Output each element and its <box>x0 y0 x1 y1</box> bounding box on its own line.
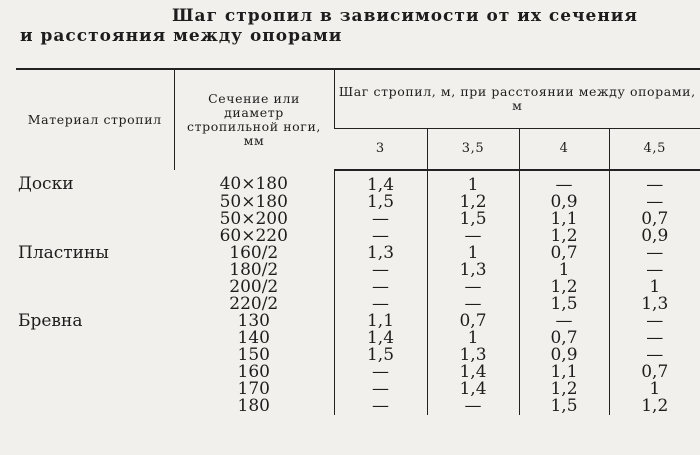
spacing-cell: — <box>334 211 427 228</box>
spacing-cell: 1,2 <box>519 381 609 398</box>
table-row <box>16 398 700 415</box>
material-cell: Пластины <box>18 243 109 263</box>
spacing-cell: 1,2 <box>519 279 609 296</box>
material-cell: Доски <box>18 174 74 194</box>
section-cell: 220/2 <box>229 294 279 314</box>
spacing-cell: 0,7 <box>427 313 519 330</box>
spacing-cell: — <box>334 381 427 398</box>
section-cell: 140 <box>237 328 270 348</box>
section-cell: 130 <box>237 311 270 331</box>
spacing-cell: — <box>427 398 519 415</box>
spacing-cell: 1,3 <box>427 262 519 279</box>
section-cell: 50×180 <box>219 192 288 212</box>
spacing-cell: — <box>519 170 609 194</box>
table-body <box>16 170 700 415</box>
section-cell: 50×200 <box>219 209 288 229</box>
spacing-cell: 1,5 <box>334 194 427 211</box>
spacing-cell: — <box>609 313 700 330</box>
material-cell <box>16 381 174 398</box>
spacing-cell: 1 <box>427 170 519 194</box>
table-row <box>16 170 700 194</box>
spacing-cell: 1,4 <box>427 381 519 398</box>
spacing-cell: 1 <box>519 262 609 279</box>
spacing-cell: 1 <box>427 330 519 347</box>
spacing-cell: 1,2 <box>427 194 519 211</box>
header-distance-3-5: 3,5 <box>427 129 519 170</box>
spacing-cell: 1 <box>609 381 700 398</box>
spacing-cell: — <box>609 245 700 262</box>
table-row <box>16 262 700 279</box>
header-distance-4: 4 <box>519 129 609 170</box>
header-distance-3: 3 <box>334 129 427 170</box>
header-section: Сечение или диаметр стропильной ноги, мм <box>174 69 334 170</box>
spacing-cell: 1,4 <box>427 364 519 381</box>
section-cell: 180 <box>237 396 270 416</box>
spacing-cell: 0,7 <box>519 245 609 262</box>
material-cell <box>16 330 174 347</box>
spacing-cell: 0,7 <box>519 330 609 347</box>
material-cell <box>16 262 174 279</box>
table-row <box>16 279 700 296</box>
table-row <box>16 347 700 364</box>
spacing-cell: — <box>334 364 427 381</box>
spacing-cell: — <box>609 194 700 211</box>
spacing-cell: 1,2 <box>609 398 700 415</box>
title-line-1: Шаг стропил в зависимости от их сечения <box>172 6 638 26</box>
spacing-cell: — <box>609 330 700 347</box>
spacing-cell: 1,4 <box>334 330 427 347</box>
spacing-cell: 1,1 <box>334 313 427 330</box>
spacing-cell: 0,9 <box>519 194 609 211</box>
spacing-cell: 1,3 <box>427 347 519 364</box>
material-cell <box>16 347 174 364</box>
spacing-cell: 0,9 <box>609 228 700 245</box>
section-cell: 200/2 <box>229 277 279 297</box>
spacing-cell: — <box>334 279 427 296</box>
header-distance-4-5: 4,5 <box>609 129 700 170</box>
section-cell: 160 <box>237 362 270 382</box>
spacing-cell: 1,5 <box>334 347 427 364</box>
rafter-spacing-table <box>16 68 700 415</box>
section-cell: 160/2 <box>229 243 279 263</box>
spacing-cell: — <box>609 170 700 194</box>
spacing-cell: 1,4 <box>334 170 427 194</box>
spacing-cell: 1,3 <box>334 245 427 262</box>
header-span: Шаг стропил, м, при расстоянии между опорами, м <box>334 69 700 129</box>
table-row <box>16 296 700 313</box>
spacing-cell: 0,7 <box>609 211 700 228</box>
spacing-cell: 1 <box>427 245 519 262</box>
material-cell <box>16 364 174 381</box>
spacing-cell: 1,2 <box>519 228 609 245</box>
spacing-cell: 1,5 <box>519 398 609 415</box>
table-row <box>16 330 700 347</box>
section-cell: 170 <box>237 379 270 399</box>
section-cell: 180/2 <box>229 260 279 280</box>
spacing-cell: — <box>427 228 519 245</box>
spacing-cell: 1,3 <box>609 296 700 313</box>
header-material: Материал стропил <box>16 69 174 170</box>
spacing-cell: — <box>427 296 519 313</box>
spacing-cell: 1,1 <box>519 211 609 228</box>
spacing-cell: — <box>334 296 427 313</box>
spacing-cell: — <box>609 347 700 364</box>
spacing-cell: 1,5 <box>427 211 519 228</box>
section-cell: 40×180 <box>219 174 288 194</box>
table-row <box>16 211 700 228</box>
spacing-cell: — <box>519 313 609 330</box>
section-cell: 150 <box>237 345 270 365</box>
table-row <box>16 194 700 211</box>
spacing-cell: 0,7 <box>609 364 700 381</box>
material-cell <box>16 194 174 211</box>
spacing-cell: — <box>334 262 427 279</box>
spacing-cell: — <box>334 398 427 415</box>
spacing-cell: 1,5 <box>519 296 609 313</box>
table-row <box>16 381 700 398</box>
spacing-cell: — <box>334 228 427 245</box>
material-cell <box>16 279 174 296</box>
spacing-cell: 1,1 <box>519 364 609 381</box>
spacing-cell: — <box>609 262 700 279</box>
title-line-2: и расстояния между опорами <box>20 26 343 46</box>
material-cell <box>16 398 174 415</box>
spacing-cell: 1 <box>609 279 700 296</box>
section-cell: 60×220 <box>219 226 288 246</box>
table-row <box>16 228 700 245</box>
material-cell: Бревна <box>18 311 83 331</box>
spacing-cell: 0,9 <box>519 347 609 364</box>
table-row <box>16 364 700 381</box>
table-row <box>16 313 700 330</box>
table-row <box>16 245 700 262</box>
spacing-cell: — <box>427 279 519 296</box>
material-cell <box>16 211 174 228</box>
